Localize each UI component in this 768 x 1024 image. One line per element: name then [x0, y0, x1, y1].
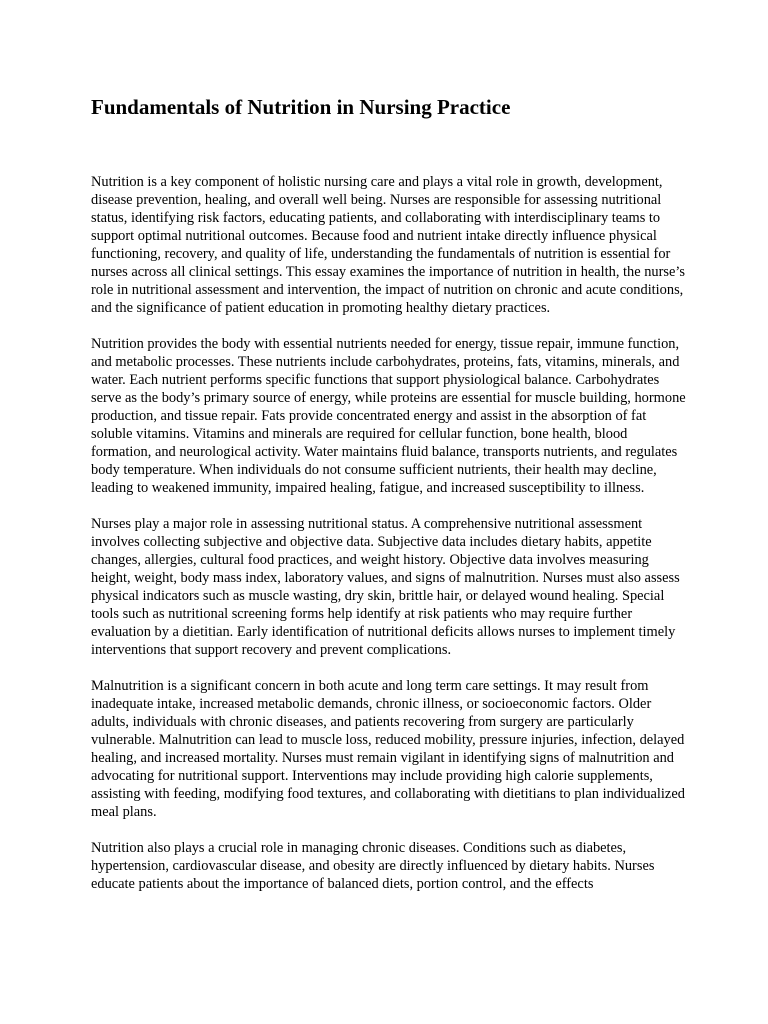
document-title: Fundamentals of Nutrition in Nursing Practice [91, 95, 511, 119]
paragraph-chronic-disease: Nutrition also plays a crucial role in managing chronic diseases. Conditions such as diabetes, hypertension, cardiovascular disease, and obesity are directly influenced by dietary habits. Nurses educate patients about the importance of balanced diets, portion control, and the effects [91, 840, 655, 892]
paragraph-assessment: Nurses play a major role in assessing nutritional status. A comprehensive nutritional assessment involves collecting subjective and objective data. Subjective data includes dietary habits, appetite changes, allergies, cultural food practices, and weight history. Objective data involves measuring height, weight, body mass index, laboratory values, and signs of malnutrition. Nurses must also assess physical indicators such as muscle wasting, dry skin, brittle hair, or delayed wound healing. Special tools such as nutritional screening forms help identify at risk patients who may require further evaluation by a dietitian. Early identification of nutritional deficits allows nurses to implement timely interventions that support recovery and prevent complications. [91, 516, 680, 658]
paragraph-malnutrition: Malnutrition is a significant concern in both acute and long term care settings. It may result from inadequate intake, increased metabolic demands, chronic illness, or socioeconomic factors. Older adults, individuals with chronic diseases, and patients recovering from surgery are particularly vulnerable. Malnutrition can lead to muscle loss, reduced mobility, pressure injuries, infection, delayed healing, and increased mortality. Nurses must remain vigilant in identifying signs of malnutrition and advocating for nutritional support. Interventions may include providing high calorie supplements, assisting with feeding, modifying food textures, and collaborating with dietitians to plan individualized meal plans. [91, 678, 685, 820]
paragraph-nutrients: Nutrition provides the body with essential nutrients needed for energy, tissue repair, immune function, and metabolic processes. These nutrients include carbohydrates, proteins, fats, vitamins, minerals, and water. Each nutrient performs specific functions that support physiological balance. Carbohydrates serve as the body’s primary source of energy, while proteins are essential for muscle building, hormone production, and tissue repair. Fats provide concentrated energy and assist in the absorption of fat soluble vitamins. Vitamins and minerals are required for cellular function, bone health, blood formation, and neurological activity. Water maintains fluid balance, transports nutrients, and regulates body temperature. When individuals do not consume sufficient nutrients, their health may decline, leading to weakened immunity, impaired healing, fatigue, and increased susceptibility to illness. [91, 336, 686, 496]
document-body [91, 173, 686, 911]
paragraph-intro: Nutrition is a key component of holistic nursing care and plays a vital role in growth, development, disease prevention, healing, and overall well being. Nurses are responsible for assessing nutritional status, identifying risk factors, educating patients, and collaborating with interdisciplinary teams to support optimal nutritional outcomes. Because food and nutrient intake directly influence physical functioning, recovery, and quality of life, understanding the fundamentals of nutrition is essential for nurses across all clinical settings. This essay examines the importance of nutrition in health, the nurse’s role in nutritional assessment and intervention, the impact of nutrition on chronic and acute conditions, and the significance of patient education in promoting healthy dietary practices. [91, 174, 686, 316]
